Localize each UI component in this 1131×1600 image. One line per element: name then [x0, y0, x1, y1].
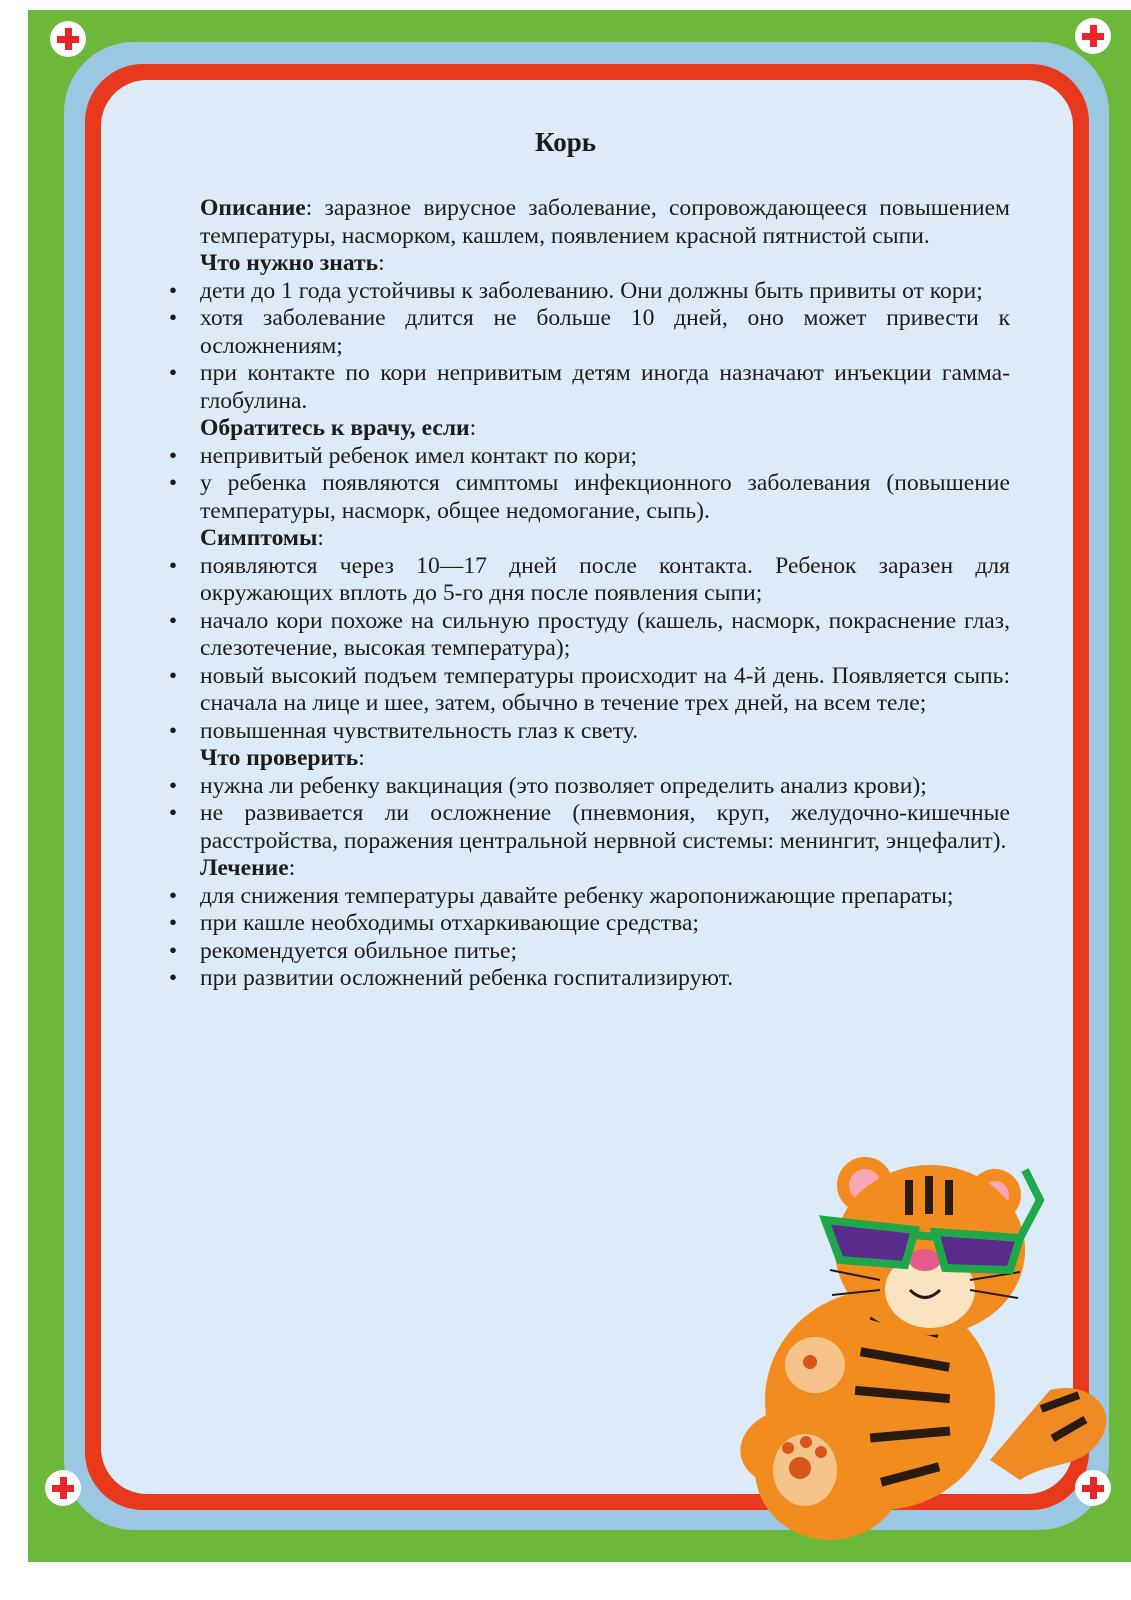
red-cross-icon — [50, 21, 86, 57]
section-heading — [168, 855, 1010, 883]
red-cross-icon — [1075, 18, 1111, 54]
tiger-illustration — [720, 1140, 1130, 1580]
section-heading-label: Лечение — [200, 855, 289, 881]
page-title: Корь — [534, 127, 597, 157]
list-item-text: у ребенка появляются симптомы инфекционного заболевания (повышение температуры, насморк, общее недомогание, сыпь). — [200, 470, 1010, 524]
list-item-text: не развивается ли осложнение (пневмония, круп, желудочно-кишечные расстройства, поражения центральной нервной системы: менингит, энцефалит). — [200, 800, 1010, 854]
bullet-icon: • — [168, 277, 178, 304]
intro-label: Описание — [200, 195, 306, 221]
bullet-icon: • — [168, 662, 178, 689]
section-heading — [168, 525, 1010, 553]
bullet-icon: • — [168, 305, 178, 331]
list-item-text: при кашле необходимы отхаркивающие средства; — [200, 910, 699, 936]
bullet-icon: • — [168, 800, 178, 826]
bullet-icon: • — [168, 965, 178, 991]
list-item-text: хотя заболевание длится не больше 10 дней, оно может привести к осложнениям; — [200, 305, 1010, 359]
section-heading-colon: : — [358, 745, 365, 771]
list-item — [168, 663, 1010, 718]
list-item-text: дети до 1 года устойчивы к заболеванию. Они должны быть привиты от кори; — [200, 277, 983, 304]
section-heading-colon: : — [317, 525, 324, 551]
bullet-icon: • — [168, 360, 178, 386]
bullet-icon: • — [168, 607, 178, 634]
list-item — [168, 360, 1010, 415]
list-item — [168, 965, 1010, 993]
bullet-icon: • — [168, 470, 178, 496]
list-item — [168, 938, 1010, 966]
list-item-text: начало кори похоже на сильную простуду (кашель, насморк, покраснение глаз, слезотечение, высокая температура); — [200, 607, 1010, 661]
section-heading — [168, 250, 1010, 278]
intro-paragraph — [168, 195, 1010, 250]
list-item-text: нужна ли ребенку вакцинация (это позволяет определить анализ крови); — [200, 772, 927, 799]
section-heading-label: Обратитесь к врачу, если — [200, 415, 470, 441]
section-heading-label: Симптомы — [200, 525, 318, 551]
list-item — [168, 553, 1010, 608]
intro-text: : заразное вирусное заболевание, сопровождающееся повышением температуры, насморком, кашлем, появлением красной пятнистой сыпи. — [200, 195, 1010, 249]
bullet-icon: • — [168, 552, 178, 579]
list-item-text: новый высокий подъем температуры происходит на 4-й день. Появляется сыпь: сначала на лице и шее, затем, обычно в течение трех дней, на всем теле; — [200, 662, 1010, 716]
list-item-text: непривитый ребенок имел контакт по кори; — [200, 442, 638, 469]
article-body — [168, 195, 1010, 993]
bullet-icon: • — [168, 717, 178, 744]
list-item — [168, 883, 1010, 911]
list-item-text: повышенная чувствительность глаз к свету. — [200, 717, 639, 744]
list-item-text: появляются через 10—17 дней после контакта. Ребенок заразен для окружающих вплоть до 5-го дня после появления сыпи; — [200, 552, 1010, 606]
section-heading-colon: : — [378, 250, 385, 276]
list-item — [168, 608, 1010, 663]
list-item — [168, 773, 1010, 801]
bullet-icon: • — [168, 937, 178, 964]
bullet-icon: • — [168, 882, 178, 909]
list-item — [168, 278, 1010, 306]
list-item — [168, 443, 1010, 471]
list-item — [168, 305, 1010, 360]
bullet-icon: • — [168, 442, 178, 469]
section-heading — [168, 415, 1010, 443]
list-item-text: при контакте по кори непривитым детям иногда назначают инъекции гамма-глобулина. — [200, 360, 1010, 414]
section-heading-label: Что проверить — [200, 745, 359, 771]
section-heading-colon: : — [469, 415, 477, 441]
list-item-text: рекомендуется обильное питье; — [200, 937, 518, 964]
list-item-text: при развитии осложнений ребенка госпитализируют. — [200, 965, 734, 991]
list-item — [168, 910, 1010, 938]
section-heading-label: Что нужно знать — [200, 250, 379, 276]
list-item — [168, 718, 1010, 746]
list-item-text: для снижения температуры давайте ребенку жаропонижающие препараты; — [200, 882, 954, 909]
list-item — [168, 800, 1010, 855]
section-heading-colon: : — [288, 855, 296, 881]
bullet-icon: • — [168, 772, 178, 799]
list-item — [168, 470, 1010, 525]
red-cross-icon — [45, 1470, 81, 1506]
bullet-icon: • — [168, 910, 178, 936]
section-heading — [168, 745, 1010, 773]
